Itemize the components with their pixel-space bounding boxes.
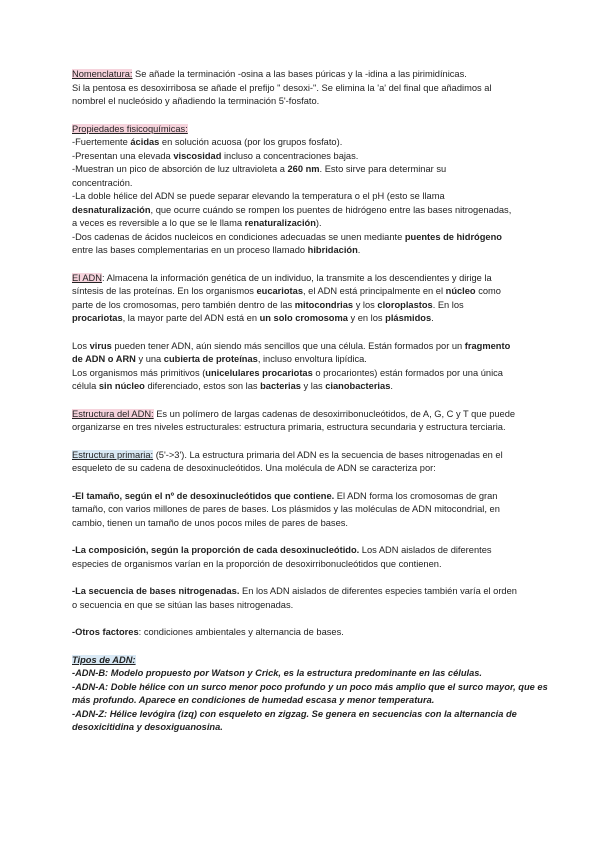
adn-heading: El ADN — [72, 272, 102, 283]
propiedades-line: a veces es reversible a lo que se le llama renaturalización). — [72, 218, 322, 228]
virus-section — [72, 340, 530, 394]
propiedades-line: -Fuertemente ácidas en solución acuosa (por los grupos fosfato). — [72, 137, 343, 147]
nomenclatura-text: Se añade la terminación -osina a las bases púricas y la -idina a las pirimidínicas. — [132, 69, 467, 79]
estructura-line: organizarse en tres niveles estructurales: estructura primaria, estructura secundaria y estructura terciaria. — [72, 422, 506, 432]
tipos-line: -ADN-A: Doble hélice con un surco menor poco profundo y un poco más amplio que el surco mayor, que es — [72, 681, 548, 692]
propiedades-line: entre las bases complementarias en un proceso llamado hibridación. — [72, 245, 361, 255]
tipos-section — [72, 654, 548, 735]
primaria-line: esqueleto de su cadena de desoxinucleótidos. Una molécula de ADN se caracteriza por: — [72, 463, 436, 473]
secuencia-line: -La secuencia de bases nitrogenadas. En los ADN aislados de diferentes especies también varía el orden — [72, 586, 517, 596]
virus-line: Los virus pueden tener ADN, aún siendo más sencillos que una célula. Están formados por un fragmento — [72, 340, 511, 351]
adn-line: procariotas, la mayor parte del ADN está en un solo cromosoma y en los plásmidos. — [72, 313, 434, 323]
propiedades-line: concentración. — [72, 177, 133, 188]
secuencia-line: o secuencia en que se sitúan las bases nitrogenadas. — [72, 599, 294, 610]
otros-line: -Otros factores: condiciones ambientales y alternancia de bases. — [72, 627, 344, 637]
nomenclatura-section — [72, 68, 530, 109]
virus-line: Los organismos más primitivos (unicelulares procariotas o procariontes) están formados por una única — [72, 367, 503, 378]
estructura-heading: Estructura del ADN: — [72, 408, 154, 419]
virus-line: de ADN o ARN y una cubierta de proteínas, incluso envoltura lipídica. — [72, 354, 367, 364]
adn-line: síntesis de las proteínas. En los organismos eucariotas, el ADN está principalmente en el núcleo como — [72, 286, 501, 296]
composicion-line: -La composición, según la proporción de cada desoxinucleótido. Los ADN aislados de diferentes — [72, 545, 492, 555]
tipos-heading: Tipos de ADN: — [72, 654, 136, 665]
primaria-section: Estructura primaria: (5'->3'). La estructura primaria del ADN es la secuencia de bases nitrogenadas en el esqueleto de su cadena de desoxinucleótidos. Una molécula de ADN se caracteriza por: — [72, 449, 530, 476]
composicion-section — [72, 544, 530, 571]
propiedades-line: desnaturalización, que ocurre cuándo se rompen los puentes de hidrógeno entre las bases nitrogenadas, — [72, 204, 512, 215]
nomenclatura-text: nombrel el nucleósido y añadiendo la terminación 5'-fosfato. — [72, 96, 320, 106]
propiedades-line: -La doble hélice del ADN se puede separar elevando la temperatura o el pH (esto se llama — [72, 191, 445, 201]
nomenclatura-text: Si la pentosa es desoxirribosa se añade el prefijo " desoxi-". Se elimina la 'a' del final que añadimos al — [72, 82, 492, 93]
tipos-line: -ADN-Z: Hélice levógira (izq) con esqueleto en zigzag. Se genera en secuencias con la alternancia de — [72, 708, 517, 719]
adn-section: El ADN: Almacena la información genética de un individuo, la transmite a los descendientes y dirige la síntesis de las proteínas. En los organismos eucariotas, el ADN está principalmente en el núcleo como parte de los cromosomas, pero también dentro de las mitocondrias y los cloroplastos. En los procariotas, la mayor parte del ADN está en un solo cromosoma y en los plásmidos. — [72, 272, 530, 326]
propiedades-line: -Presentan una elevada viscosidad incluso a concentraciones bajas. — [72, 150, 359, 161]
tamano-line: cambio, tienen un tamaño de unos pocos miles de pares de bases. — [72, 517, 348, 528]
tipos-line: más profundo. Aparece en condiciones de humedad escasa y menor temperatura. — [72, 695, 435, 705]
tamano-line: tamaño, con varios millones de pares de bases. Los plásmidos y las moléculas de ADN mitocondrial, en — [72, 504, 500, 514]
nomenclatura-heading: Nomenclatura: — [72, 69, 133, 79]
propiedades-heading: Propiedades fisicoquímicas: — [72, 123, 188, 134]
otros-section — [72, 626, 530, 640]
tipos-line: desoxicitidina y desoxiguanosina. — [72, 722, 223, 732]
composicion-line: especies de organismos varían en la proporción de desoxirribonucleótidos que contienen. — [72, 558, 442, 569]
primaria-heading: Estructura primaria: — [72, 449, 154, 460]
propiedades-line: -Muestran un pico de absorción de luz ultravioleta a 260 nm. Esto sirve para determinar su — [72, 164, 447, 174]
secuencia-section — [72, 585, 530, 612]
tipos-line: -ADN-B: Modelo propuesto por Watson y Crick, es la estructura predominante en las células. — [72, 668, 483, 678]
propiedades-line: -Dos cadenas de ácidos nucleicos en condiciones adecuadas se unen mediante puentes de hidrógeno — [72, 231, 502, 242]
virus-line: célula sin núcleo diferenciado, estos son las bacterias y las cianobacterias. — [72, 381, 393, 391]
adn-line: parte de los cromosomas, pero también dentro de las mitocondrias y los cloroplastos. En los — [72, 299, 464, 310]
propiedades-section — [72, 123, 530, 258]
tamano-line: -El tamaño, según el nº de desoxinucleótidos que contiene. El ADN forma los cromosomas de gran — [72, 490, 498, 501]
tamano-section — [72, 490, 530, 531]
estructura-section: Estructura del ADN: Es un polímero de largas cadenas de desoxirribonucleótidos, de A, G, C y T que puede organizarse en tres niveles estructurales: estructura primaria, estructura secundaria y estructura terciaria. — [72, 408, 530, 435]
